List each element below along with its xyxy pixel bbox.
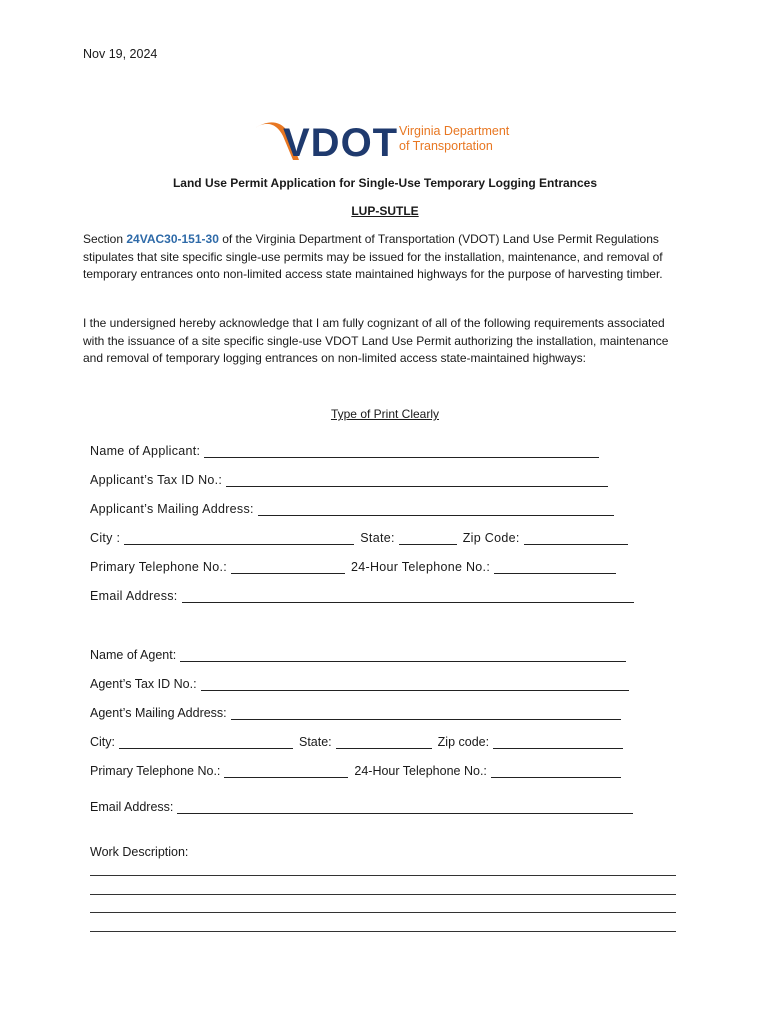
work-description-line[interactable]	[90, 875, 676, 876]
applicant-phone-field[interactable]	[231, 561, 345, 574]
applicant-phone24-field[interactable]	[494, 561, 616, 574]
applicant-address-label: Applicant’s Mailing Address:	[90, 502, 254, 516]
agent-city-row	[90, 731, 629, 749]
agent-state-field[interactable]	[336, 736, 432, 749]
applicant-email-field[interactable]	[182, 590, 634, 603]
applicant-address-row	[90, 498, 620, 516]
logo-line2: of Transportation	[399, 139, 493, 153]
applicant-address-field[interactable]	[258, 503, 614, 516]
agent-zip-label: Zip code:	[437, 735, 490, 749]
para1-body: of the Virginia Department of Transportation (VDOT) Land Use Permit Regulations stipulates that site specific single-use permits may be issued for the installation, maintenance, and removal of temporary entrances onto non-limited access state maintained highways for the purpose of harvesting timber.	[83, 232, 663, 281]
agent-name-row	[90, 644, 632, 662]
acknowledgement-paragraph: I the undersigned hereby acknowledge that I am fully cognizant of all of the following requirements associated with the issuance of a site specific single-use VDOT Land Use Permit authorizing the installation, maintenance and removal of temporary logging entrances on non-limited access state-maintained highways:	[83, 316, 669, 365]
work-description-label: Work Description:	[90, 845, 189, 859]
applicant-name-row	[90, 440, 605, 458]
work-description-line[interactable]	[90, 894, 676, 895]
applicant-city-row	[90, 527, 634, 545]
applicant-city-label: City :	[90, 531, 121, 545]
agent-address-field[interactable]	[231, 707, 621, 720]
document-code: LUP-SUTLE	[351, 204, 419, 218]
applicant-zip-field[interactable]	[524, 532, 628, 545]
agent-city-field[interactable]	[119, 736, 293, 749]
agent-phone24-field[interactable]	[491, 765, 621, 778]
applicant-city-field[interactable]	[124, 532, 354, 545]
applicant-phone-label: Primary Telephone No.:	[90, 560, 227, 574]
regulation-paragraph	[83, 231, 689, 284]
applicant-tax-field[interactable]	[226, 474, 608, 487]
agent-email-field[interactable]	[177, 801, 633, 814]
agent-city-label: City:	[90, 735, 115, 749]
applicant-email-label: Email Address:	[90, 589, 178, 603]
agent-tax-row	[90, 673, 635, 691]
agent-phone24-label: 24-Hour Telephone No.:	[354, 764, 487, 778]
applicant-state-field[interactable]	[399, 532, 457, 545]
agent-email-label: Email Address:	[90, 800, 174, 814]
agent-name-label: Name of Agent:	[90, 648, 177, 662]
regulation-citation-link[interactable]: 24VAC30-151-30	[126, 232, 219, 246]
applicant-phone-row	[90, 556, 622, 574]
agent-address-label: Agent’s Mailing Address:	[90, 706, 227, 720]
applicant-tax-row	[90, 469, 614, 487]
document-date: Nov 19, 2024	[83, 47, 158, 61]
agent-tax-label: Agent’s Tax ID No.:	[90, 677, 197, 691]
logo-wordmark: VDOT	[283, 121, 399, 165]
vdot-logo	[253, 118, 523, 166]
agent-state-label: State:	[299, 735, 332, 749]
agent-name-field[interactable]	[180, 649, 626, 662]
applicant-name-label: Name of Applicant:	[90, 444, 201, 458]
agent-tax-field[interactable]	[201, 678, 629, 691]
agent-email-row	[90, 796, 639, 814]
agent-phone-label: Primary Telephone No.:	[90, 764, 221, 778]
applicant-state-label: State:	[360, 531, 395, 545]
para1-prefix: Section	[83, 232, 127, 246]
print-instruction: Type of Print Clearly	[330, 407, 440, 421]
agent-phone-row	[90, 760, 627, 778]
applicant-phone24-label: 24-Hour Telephone No.:	[351, 560, 491, 574]
document-title: Land Use Permit Application for Single-Use Temporary Logging Entrances	[172, 176, 598, 190]
applicant-tax-label: Applicant’s Tax ID No.:	[90, 473, 223, 487]
agent-zip-field[interactable]	[493, 736, 623, 749]
logo-line1: Virginia Department	[399, 124, 510, 138]
applicant-name-field[interactable]	[204, 445, 599, 458]
applicant-email-row	[90, 585, 640, 603]
agent-address-row	[90, 702, 627, 720]
work-description-line[interactable]	[90, 912, 676, 913]
agent-phone-field[interactable]	[224, 765, 348, 778]
work-description-line[interactable]	[90, 931, 676, 932]
applicant-zip-label: Zip Code:	[462, 531, 520, 545]
